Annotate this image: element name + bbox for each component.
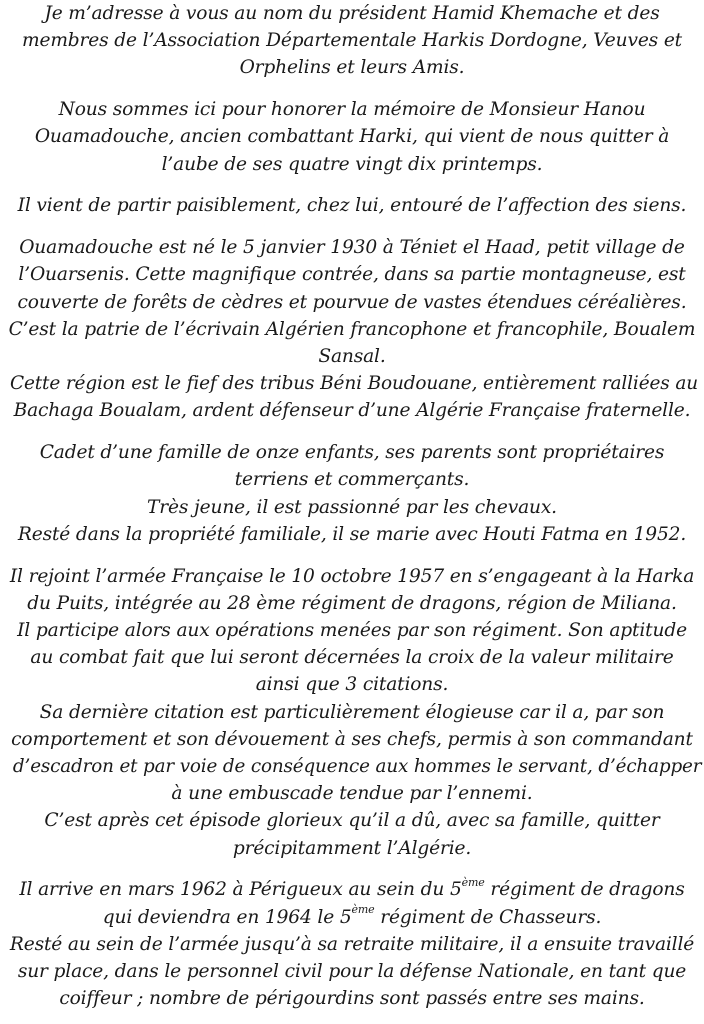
text-line (8, 904, 696, 931)
text-line: membres de l’Association Départementale Harkis Dordogne, Veuves et (21, 30, 682, 52)
text-line: Ouamadouche est né le 5 janvier 1930 à Téniet el Haad, petit village de (19, 237, 685, 259)
paragraph-france (8, 876, 696, 1012)
text-line: l’Ouarsenis. Cette magnifique contrée, dans sa partie montagneuse, est (18, 264, 686, 286)
text-line: l’aube de ses quatre vingt dix printemps. (161, 153, 543, 175)
text-line: C’est la patrie de l’écrivain Algérien francophone et francophile, Boualem (8, 318, 696, 340)
text-line: du Puits, intégrée au 28 ème régiment de dragons, région de Miliana. (27, 592, 677, 614)
text-line: coiffeur ; nombre de périgourdins sont passés entre ses mains. (59, 988, 645, 1010)
text-line (8, 876, 696, 903)
text-line: Il vient de partir paisiblement, chez lui, entouré de l’affection des siens. (17, 195, 687, 217)
text-line: d’escadron et par voie de conséquence aux hommes le servant, d’échapper (12, 756, 702, 778)
text-line: comportement et son dévouement à ses chefs, permis à son commandant (11, 728, 693, 750)
text-line: à une embuscade tendue par l’ennemi. (171, 783, 533, 805)
text-line: Sansal. (318, 346, 386, 368)
text-fragment: qui deviendra en 1964 le 5 (102, 906, 352, 928)
text-line: Ouamadouche, ancien combattant Harki, qui vient de nous quitter à (34, 126, 670, 148)
text-line: Resté au sein de l’armée jusqu’à sa retraite militaire, il a ensuite travaillé (9, 933, 695, 955)
paragraph-homage (8, 96, 696, 178)
text-line: C’est après cet épisode glorieux qu’il a dû, avec sa famille, quitter (44, 810, 660, 832)
text-line: Nous sommes ici pour honorer la mémoire de Monsieur Hanou (58, 99, 646, 121)
text-line: Sa dernière citation est particulièrement élogieuse car il a, par son (39, 701, 665, 723)
paragraph-passing (8, 192, 696, 219)
text-line: ainsi que 3 citations. (255, 674, 449, 696)
text-fragment: régiment de dragons (484, 879, 685, 901)
paragraph-birth (8, 234, 696, 424)
text-line: Je m’adresse à vous au nom du président Hamid Khemache et des (44, 3, 660, 24)
text-line: Bachaga Boualam, ardent défenseur d’une Algérie Française fraternelle. (13, 400, 691, 422)
text-fragment: régiment de Chasseurs. (374, 906, 602, 928)
paragraph-introduction (8, 0, 696, 82)
text-line: précipitamment l’Algérie. (232, 837, 472, 859)
text-line: Très jeune, il est passionné par les chevaux. (147, 496, 557, 518)
text-line: Orphelins et leurs Amis. (239, 57, 465, 79)
superscript: ème (351, 903, 375, 917)
paragraph-military (8, 563, 702, 862)
text-line: couverte de forêts de cèdres et pourvue de vastes étendues céréalières. (17, 291, 687, 313)
text-line: Resté dans la propriété familiale, il se marie avec Houti Fatma en 1952. (17, 523, 687, 545)
text-line: Il rejoint l’armée Française le 10 octobre 1957 en s’engageant à la Harka (9, 565, 695, 587)
text-fragment: Il arrive en mars 1962 à Périgueux au sein du 5 (19, 879, 462, 901)
paragraph-family (8, 439, 696, 548)
superscript: ème (461, 876, 485, 890)
text-line: Cadet d’une famille de onze enfants, ses parents sont propriétaires (39, 442, 665, 464)
text-line: sur place, dans le personnel civil pour la défense Nationale, en tant que (17, 961, 687, 983)
text-line: au combat fait que lui seront décernées la croix de la valeur militaire (30, 647, 674, 669)
text-line: Il participe alors aux opérations menées par son régiment. Son aptitude (17, 620, 687, 642)
text-line: terriens et commerçants. (234, 469, 470, 491)
text-line: Cette région est le fief des tribus Béni Boudouane, entièrement ralliées au (9, 373, 698, 395)
